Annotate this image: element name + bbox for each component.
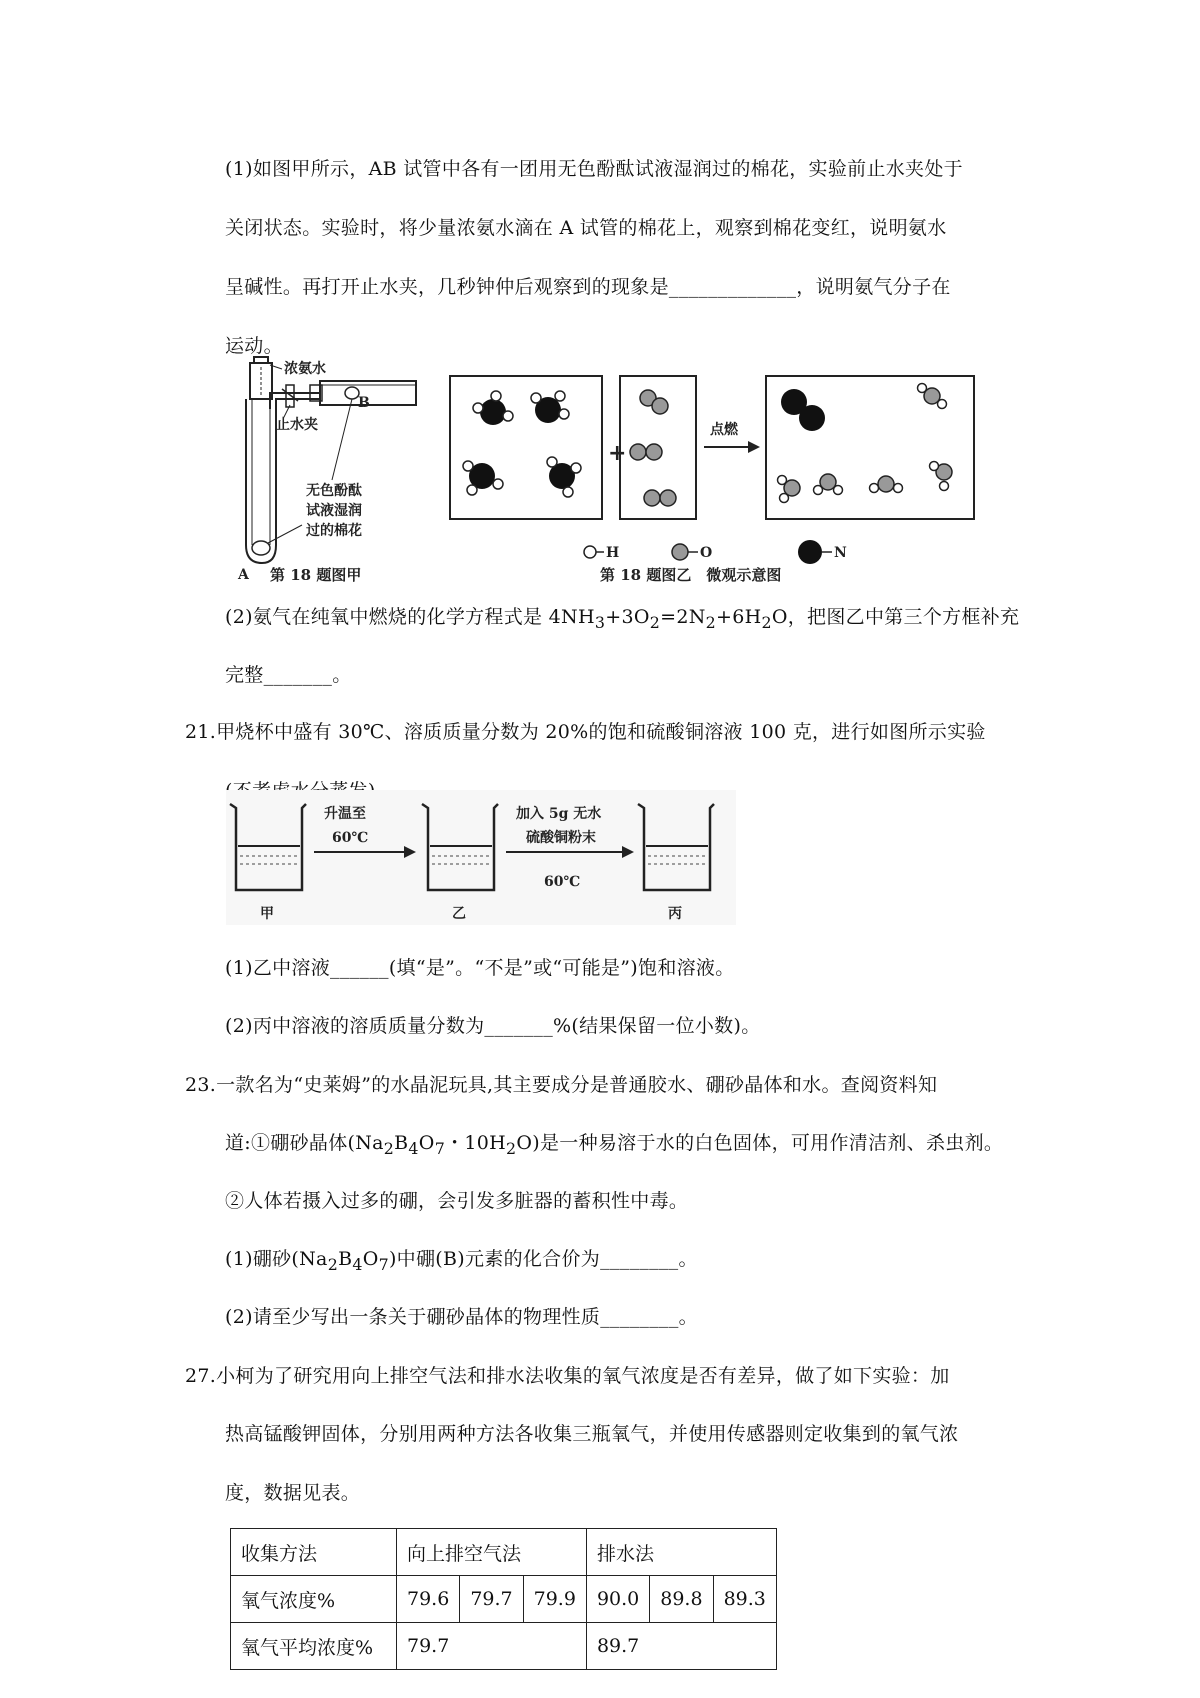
table-cell: 89.8 <box>650 1576 713 1623</box>
legend-n: N <box>834 545 847 561</box>
oxygen-data-table <box>230 1528 777 1670</box>
q23-line2-e: O)是一种易溶于水的白色固体，可用作清洁剂、杀虫剂。 <box>516 1132 1004 1154</box>
q23-sub1 <box>225 1244 698 1280</box>
q23-sub1-s2: 4 <box>352 1254 363 1274</box>
q20-p2-text-a: (2)氨气在纯氧中燃烧的化学方程式是 4NH <box>225 606 595 628</box>
table-cell: 79.9 <box>523 1576 586 1623</box>
oxygen-molecules <box>630 390 676 506</box>
q23-sub1-b: B <box>338 1248 353 1270</box>
caption-b-text: 第 18 题图乙 微观示意图 <box>600 566 782 584</box>
caption-a-text: 第 18 题图甲 <box>270 566 362 584</box>
table-cell: 90.0 <box>586 1576 649 1623</box>
table-row <box>231 1529 777 1576</box>
q20-p2-text-d: +6H <box>716 606 762 628</box>
q27-line1: 27.小柯为了研究用向上排空气法和排水法收集的氧气浓度是否有差异，做了如下实验：加 <box>185 1365 950 1387</box>
q23-sub1-c: O <box>362 1248 379 1270</box>
q20-p2-line2: 完整_______。 <box>225 664 352 686</box>
arrow2-line1: 加入 5g 无水 <box>516 806 602 822</box>
arrow1-line2: 60℃ <box>332 830 369 846</box>
q21-sub1: (1)乙中溶液______(填“是”。“不是”或“可能是”)饱和溶液。 <box>225 957 735 979</box>
table-header-water: 排水法 <box>586 1529 776 1576</box>
q23-sub2: (2)请至少写出一条关于硼砂晶体的物理性质________。 <box>225 1306 698 1328</box>
label-a: A <box>238 567 249 583</box>
q21-line1: 21.甲烧杯中盛有 30℃、溶质质量分数为 20%的饱和硫酸铜溶液 100 克，进行如图所示实验 <box>185 721 986 743</box>
q20-p2-text-e: O，把图乙中第三个方框补充 <box>771 606 1020 628</box>
table-row-label-conc: 氧气浓度% <box>231 1576 397 1623</box>
legend-h: H <box>606 545 620 561</box>
table-cell: 79.7 <box>397 1623 587 1670</box>
label-conc-ammonia: 浓氨水 <box>284 361 326 377</box>
table-header-upward: 向上排空气法 <box>397 1529 587 1576</box>
q23-line2-s4: 2 <box>506 1138 517 1158</box>
ammonia-molecules <box>463 391 581 497</box>
table-row <box>231 1623 777 1670</box>
label-cotton-1: 无色酚酞 <box>306 483 362 499</box>
q20-p2-text-b: +3O <box>605 606 650 628</box>
label-cotton-2: 试液湿润 <box>306 503 362 519</box>
table-cell: 79.7 <box>460 1576 523 1623</box>
q20-p1-line4: 运动。 <box>225 335 283 357</box>
plus-sign: + <box>608 441 627 466</box>
q23-line2-s1: 2 <box>383 1138 395 1158</box>
caption-figure-b <box>600 560 860 588</box>
figure-beakers <box>226 790 736 925</box>
q23-sub1-s3: 7 <box>378 1254 389 1274</box>
beaker-label-3: 丙 <box>668 906 682 922</box>
beaker-label-2: 乙 <box>452 906 466 922</box>
q23-line2-b: B <box>394 1132 409 1154</box>
table-header-method: 收集方法 <box>231 1529 397 1576</box>
q23-line2-s2: 4 <box>408 1138 419 1158</box>
label-clamp: 止水夹 <box>276 417 318 433</box>
q20-p1-line1: (1)如图甲所示，AB 试管中各有一团用无色酚酞试液湿润过的棉花，实验前止水夹处于 <box>225 158 963 180</box>
figure-apparatus <box>238 355 430 583</box>
q23-sub1-a: (1)硼砂(Na <box>225 1248 328 1270</box>
q23-line2-d: ・10H <box>445 1132 507 1154</box>
q23-line2-s3: 7 <box>434 1138 446 1158</box>
table-row-label-avg: 氧气平均浓度% <box>231 1623 397 1670</box>
label-cotton-3: 过的棉花 <box>306 523 362 539</box>
q23-sub1-s1: 2 <box>327 1254 339 1274</box>
table-row <box>231 1576 777 1623</box>
beaker-label-1: 甲 <box>260 906 274 922</box>
q23-line2 <box>225 1128 1003 1164</box>
arrow2-line2: 硫酸铜粉末 <box>526 830 596 846</box>
label-b: B <box>358 395 370 411</box>
q23-line2-a: 道:①硼砂晶体(Na <box>225 1132 384 1154</box>
table-cell: 79.6 <box>397 1576 460 1623</box>
q20-p1-line3: 呈碱性。再打开止水夹，几秒钟仲后观察到的现象是_____________，说明氨气分子在 <box>225 276 951 298</box>
q27-line2: 热高锰酸钾固体，分别用两种方法各收集三瓶氧气，并使用传感器则定收集到的氧气浓 <box>225 1423 959 1445</box>
figure-micro <box>448 372 978 587</box>
q20-p2-line1 <box>225 602 1019 638</box>
legend-o: O <box>700 545 713 561</box>
q20-p1-line2: 关闭状态。实验时，将少量浓氨水滴在 A 试管的棉花上，观察到棉花变红，说明氨水 <box>225 217 947 239</box>
arrow2-line3: 60℃ <box>544 874 581 890</box>
q23-line2-c: O <box>418 1132 435 1154</box>
q20-p2-text-c: =2N <box>660 606 706 628</box>
q23-sub1-d: )中硼(B)元素的化合价为________。 <box>388 1248 698 1270</box>
caption-figure-a <box>270 560 450 588</box>
table-cell: 89.3 <box>713 1576 776 1623</box>
q20-p2-sub2: 2 <box>649 612 661 632</box>
q27-line3: 度，数据见表。 <box>225 1482 361 1504</box>
table-cell: 89.7 <box>586 1623 776 1670</box>
product-molecules <box>778 384 953 503</box>
q21-sub2: (2)丙中溶液的溶质质量分数为_______%(结果保留一位小数)。 <box>225 1015 761 1037</box>
q23-line1: 23.一款名为“史莱姆”的水晶泥玩具,其主要成分是普通胶水、硼砂晶体和水。查阅资料知 <box>185 1074 938 1096</box>
q20-p2-sub4: 2 <box>761 612 772 632</box>
arrow1-line1: 升温至 <box>324 806 366 822</box>
arrow-label-ignite: 点燃 <box>710 422 738 438</box>
q23-line3: ②人体若摄入过多的硼，会引发多脏器的蓄积性中毒。 <box>225 1190 689 1212</box>
q20-p2-sub3: 2 <box>705 612 717 632</box>
q20-p2-sub1: 3 <box>594 612 606 632</box>
